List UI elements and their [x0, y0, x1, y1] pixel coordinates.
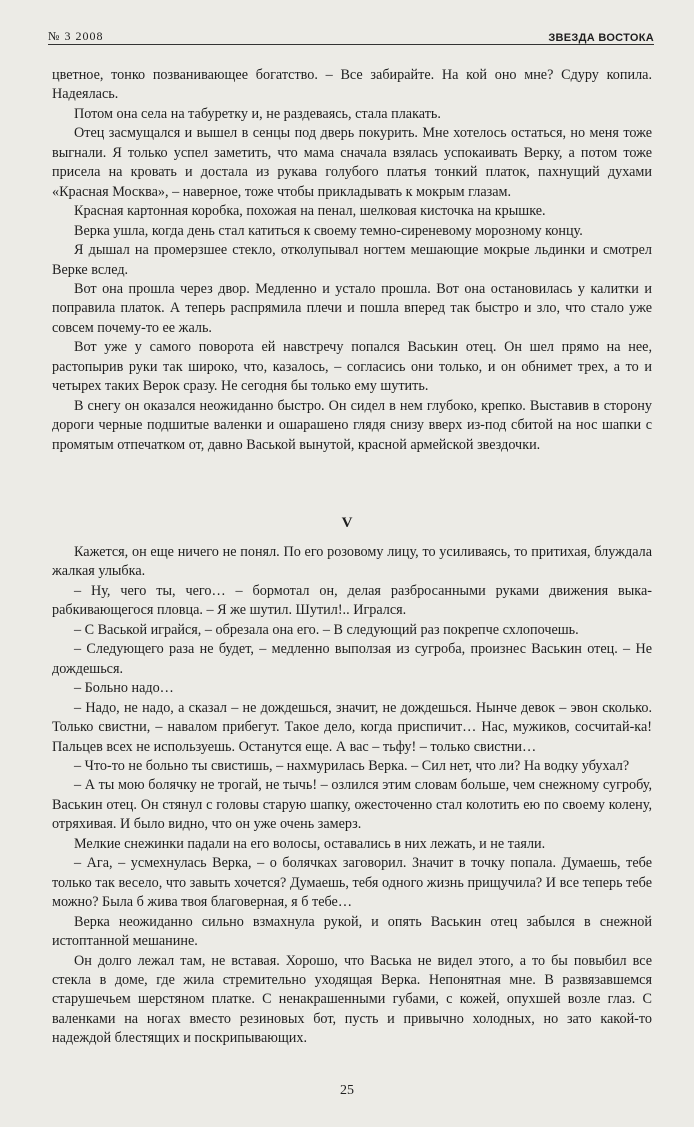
section-text-top — [52, 66, 652, 455]
paragraph: – А ты мою болячку не трогай, не тычь! – озлился этим словам больше, чем снежному сугробу, Васькин отец. Он стянул с головы старую шапку, ожесточенно стал колотить ею по своему колену, отряхивая. И было видно, что он уже очень замерз. — [52, 777, 652, 833]
paragraph: Мелкие снежинки падали на его волосы, оставались в них лежать, и не таяли. — [74, 835, 546, 852]
paragraph: – Надо, не надо, а сказал – не дождешься, значит, не дождешься. Нынче девок – эвон сколько. Только свистни, – навалом прибегут. Такое дело, когда приспичит… Нас, мужиков, сосчитай-ка! Пальцев всех не используешь. Останутся еще. А вас – тьфу! – только свистни… — [52, 699, 652, 755]
page-number: 25 — [340, 1083, 354, 1098]
paragraph: Верка ушла, когда день стал катиться к своему темно-сиреневому морозному концу. — [74, 222, 583, 239]
chapter-heading: V — [341, 515, 353, 531]
paragraph: Отец засмущался и вышел в сенцы под дверь покурить. Мне хотелось остаться, но меня тоже выгнали. Я только успел заметить, что мама сначала взялась успокаивать Верку, а потом тоже присела на кровать и достала из рукава голубого платья тонкий платок, пахнущий духами «Красная Москва», – наверное, тоже чтобы прикладывать к мокрым глазам. — [52, 125, 652, 200]
section-text-bottom — [52, 543, 652, 1049]
paragraph: Кажется, он еще ничего не понял. По его розовому лицу, то усиливаясь, то притихая, блуждала жалкая улыбка. — [52, 544, 652, 580]
paragraph: – Больно надо… — [74, 680, 174, 697]
running-header — [48, 26, 654, 45]
paragraph: Вот она прошла через двор. Медленно и устало прошла. Вот она остановилась у калитки и поправила платок. А теперь распрямила плечи и пошла вперед так быстро и зло, что стало уже совсем почему-то ее жаль. — [52, 280, 652, 336]
paragraph: цветное, тонко позванивающее богатство. – Все забирайте. На кой оно мне? Сдуру копила. Надеялась. — [52, 67, 652, 103]
paragraph: – С Васькой играйся, – обрезала она его. – В следующий раз покрепче схлопочешь. — [74, 621, 579, 638]
paragraph: Он долго лежал там, не вставая. Хорошо, что Васька не видел этого, а то бы повыбил все стекла в доме, где жила стремительно уходящая Верка. Непонятная мне. В развязавшемся старушечьем шерстяном платке. С ненакрашенными губами, с кожей, опухшей возле глаз. С валенками на ногах вместо резиновых бот, пусть и привычно холодных, но зато какой-то надеждой блестящих и поскрипывающих. — [52, 952, 652, 1047]
paragraph: – Ну, чего ты, чего… – бормотал он, делая разбросанными руками движения выкарабкивающегося пловца. – Я же шутил. Шутил!.. Игрался. — [52, 582, 652, 619]
issue-label: № 3 2008 — [48, 29, 104, 43]
journal-title: ЗВЕЗДА ВОСТОКА — [548, 32, 654, 44]
paragraph: Красная картонная коробка, похожая на пенал, шелковая кисточка на крышке. — [74, 203, 546, 220]
paragraph: Верка неожиданно сильно взмахнула рукой, и опять Васькин отец забылся в снежной истоптанной мешанине. — [52, 913, 652, 950]
paragraph: Вот уже у самого поворота ей навстречу попался Васькин отец. Он шел прямо на нее, растопырив руки так широко, что, казалось, – согласись они только, и он обнимет трех, а то и четырех таких Верок сразу. Не сегодня бы только ему шутить. — [52, 339, 652, 395]
paragraph: Потом она села на табуретку и, не раздеваясь, стала плакать. — [74, 105, 441, 122]
paragraph: – Что-то не больно ты свистишь, – нахмурилась Верка. – Сил нет, что ли? На водку убухал? — [74, 757, 630, 774]
paragraph: В снегу он оказался неожиданно быстро. Он сидел в нем глубоко, крепко. Выставив в сторону дороги черные подшитые валенки и ошарашено глядя снизу вверх из-под сбитой на нос шапки с промятым отпечатком от, давно Васькой вынутой, красной армейской звездочки. — [52, 397, 652, 453]
paragraph: – Следующего раза не будет, – медленно выползая из сугроба, произнес Васькин отец. – Не дождешься. — [52, 641, 652, 677]
paragraph: Я дышал на промерзшее стекло, отколупывал ногтем мешающие мокрые льдинки и смотрел Верке вслед. — [52, 242, 652, 278]
paragraph: – Ага, – усмехнулась Верка, – о болячках заговорил. Значит в точку попала. Думаешь, тебе только так весело, что завыть хочется? Думаешь, тебя одного жизнь прищучила? И все теперь тебе можно? Была б жива твоя благоверная, я б тебе… — [52, 855, 652, 911]
